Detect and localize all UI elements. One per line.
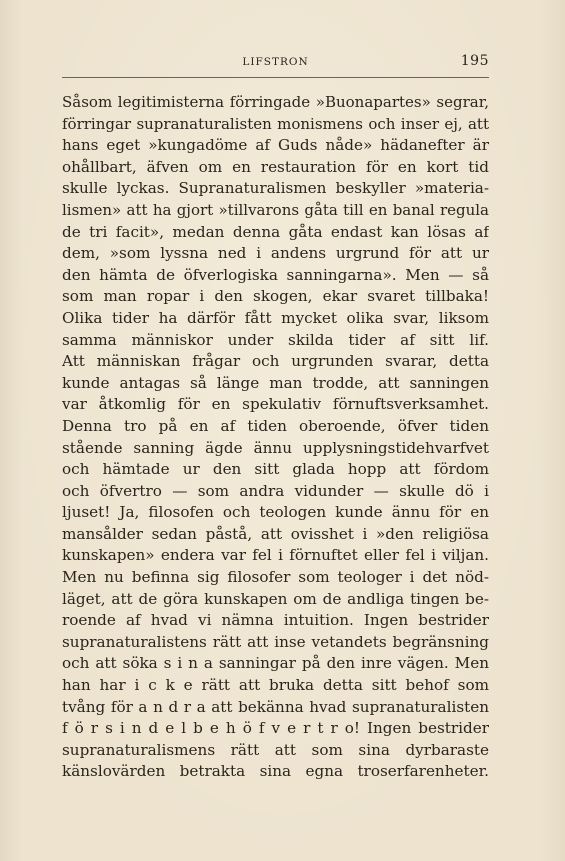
text-line: och öfvertro — som andra vidunder — skulle dö i: [62, 481, 489, 500]
text-line: Men nu befinna sig filosofer som teologer i det nöd-: [62, 568, 489, 587]
body-text: [62, 92, 489, 783]
text-line: mansålder sedan påstå, att ovisshet i »den religiösa: [62, 524, 489, 543]
text-line: kunskapen» endera var fel i förnuftet eller fel i viljan.: [62, 546, 489, 565]
text-line: dem, »som lyssna ned i andens urgrund för att ur: [62, 244, 489, 263]
text-line: den hämta de öfverlogiska sanningarna». Men — så: [62, 265, 489, 284]
text-line: hans eget »kungadöme af Guds nåde» hädanefter är: [62, 136, 489, 155]
text-line: stående sanning ägde ännu upplysningstidehvarfvet: [62, 438, 489, 457]
text-line: tvång för a n d r a att bekänna hvad supranaturalisten: [62, 697, 489, 716]
text-line: lismen» att ha gjort »tillvarons gåta till en banal regula: [62, 200, 489, 219]
text-line: skulle lyckas. Supranaturalismen beskyller »materia-: [62, 179, 489, 198]
text-line: de tri facit», medan denna gåta endast kan lösas af: [62, 222, 489, 241]
text-line: och att söka s i n a sanningar på den inre vägen. Men: [62, 654, 489, 673]
text-line: ljuset! Ja, filosofen och teologen kunde ännu för en: [62, 503, 489, 522]
running-head: LIFSTRON: [242, 56, 309, 68]
text-line: Denna tro på en af tiden oberoende, öfver tiden: [62, 416, 489, 435]
text-line: supranaturalismens rätt att som sina dyrbaraste: [62, 740, 489, 759]
text-line: samma människor under skilda tider af sitt lif.: [62, 330, 489, 349]
text-line: f ö r s i n d e l b e h ö f v e r t r o! Ingen bestrider: [62, 719, 489, 738]
text-line: Olika tider ha därför fått mycket olika svar, liksom: [62, 308, 489, 327]
header-rule: [62, 77, 489, 78]
text-line: ohållbart, äfven om en restauration för en kort tid: [62, 157, 489, 176]
text-line: Såsom legitimisterna förringade »Buonapartes» segrar,: [62, 93, 489, 111]
page-number: 195: [460, 53, 489, 69]
text-line: han har i c k e rätt att bruka detta sitt behof som: [62, 676, 489, 695]
page-header: [62, 54, 489, 74]
text-line: kunde antagas så länge man trodde, att sanningen: [62, 373, 489, 392]
text-line: supranaturalistens rätt att inse vetandets begränsning: [62, 632, 489, 651]
text-line: förringar supranaturalisten monismens och inser ej, att: [62, 114, 489, 133]
text-line: läget, att de göra kunskapen om de andliga tingen be-: [62, 589, 489, 608]
text-line: känslovärden betrakta sina egna troserfarenheter.: [62, 762, 489, 781]
text-line: och hämtade ur den sitt glada hopp att fördom: [62, 460, 489, 479]
text-line: som man ropar i den skogen, ekar svaret tillbaka!: [62, 287, 489, 306]
text-line: var åtkomlig för en spekulativ förnuftsverksamhet.: [62, 395, 489, 414]
text-line: roende af hvad vi nämna intuition. Ingen bestrider: [62, 611, 489, 630]
text-line: Att människan frågar och urgrunden svarar, detta: [62, 352, 489, 371]
